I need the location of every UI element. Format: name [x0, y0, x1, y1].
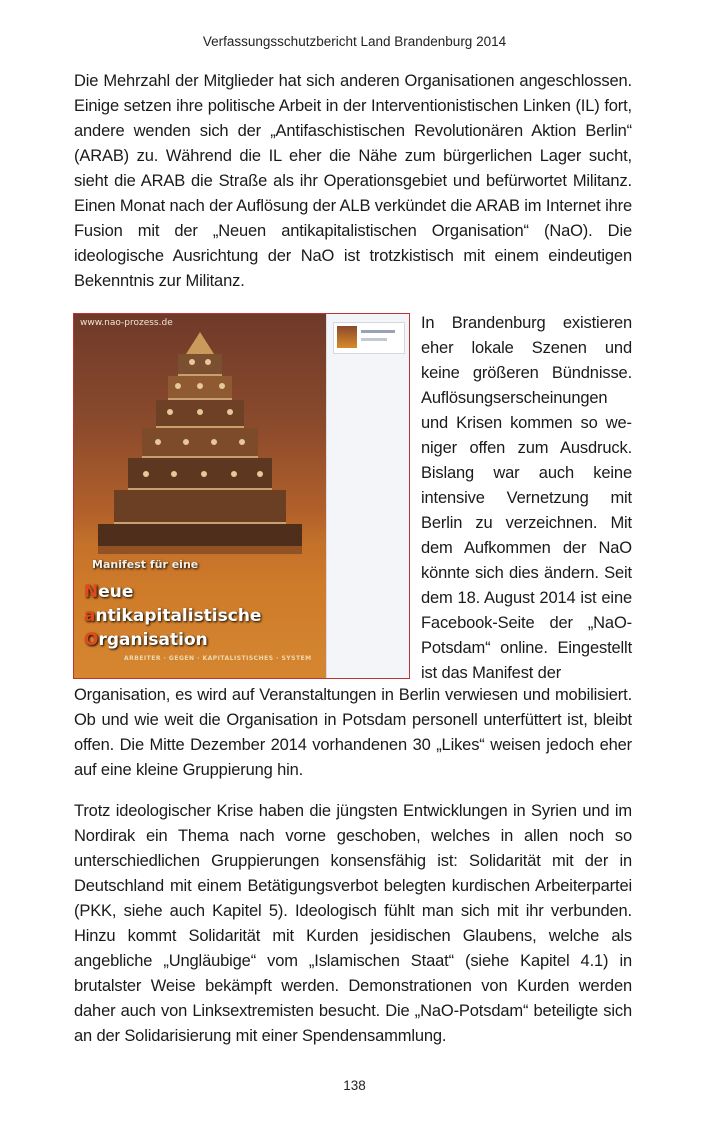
- facebook-text-line: [361, 330, 395, 333]
- poster-manifest-line: Manifest für eine: [92, 558, 199, 571]
- poster-title-initial: a: [84, 606, 96, 626]
- poster-title-line-2: [84, 606, 261, 626]
- running-header: Verfassungsschutzbericht Land Brandenburg 2014: [202, 34, 507, 49]
- nao-manifest-illustration: [73, 313, 410, 679]
- paragraph-1: Die Mehrzahl der Mitglieder hat sich anderen Organisationen angeschlossen. Einige setzen ihre politische Arbeit in der Interventionistischen Linken (IL) fort, andere wenden sich der „Antifaschistischen Revolutionären Aktion Berlin“ (ARAB) zu. Während die IL eher die Nähe zum bürgerlichen Lager sucht, sieht die ARAB die Straße als ihr Operationsgebiet und befürwortet Militanz. Einen Monat nach der Auflösung der ALB verkündet die ARAB im Internet ihre Fusion mit der „Neuen antikapitalistischen Organisation“ (NaO). Die ideologische Ausrichtung der NaO ist trotzkistisch mit einem eindeutigen Bekenntnis zur Militanz.: [74, 72, 632, 290]
- poster-title-line-3: [84, 630, 208, 650]
- poster-title-line-1: [84, 582, 133, 602]
- poster-subtitle: ARBEITER · GEGEN · KAPITALISTISCHES · SYSTEM: [124, 655, 312, 662]
- poster-title-rest: rganisation: [98, 630, 208, 650]
- poster-title-initial: N: [84, 582, 99, 602]
- manifest-poster: [74, 314, 326, 678]
- page-number: 138: [343, 1078, 366, 1093]
- poster-title-rest: eue: [98, 582, 134, 602]
- facebook-text-line: [361, 338, 387, 341]
- poster-title-rest: ntikapitalistische: [95, 606, 262, 626]
- poster-title-initial: O: [84, 630, 99, 650]
- paragraph-3: Trotz ideologischer Krise haben die jüngsten Entwicklungen in Syrien und im Nordirak ein Thema nach vorne geschoben, welches in allen noch so unterschiedlichen Gruppierungen konsensfähig ist: Solidarität mit der in Deutschland mit einem Betätigungsverbot belegten kurdischen Arbeiterpartei (PKK, siehe auch Kapitel 5). Ideologisch fühlt man sich mit ihr verbunden. Hinzu kommt Solidarität mit Kurden jesidischen Glaubens, welche als angebliche „Ungläubige“ vom „Islamischen Staat“ (siehe Kapitel 4.1) in brutalster Weise bekämpft werden. Demonstrationen von Kurden werden daher auch von Linksextremisten besucht. Die „NaO-Potsdam“ beteiligte sich an der Solidarisierung mit einer Spendensammlung.: [74, 802, 632, 1045]
- paragraph-2-continued: Organisation, es wird auf Veranstaltungen in Berlin verwiesen und mobilisiert. Ob und wie weit die Organisation in Potsdam personell unterfüttert ist, bleibt offen. Die Mitte Dezember 2014 vorhandenen 30 „Likes“ weisen jedoch eher auf eine kleine Gruppierung hin.: [74, 686, 632, 779]
- facebook-post-card: [333, 322, 405, 354]
- facebook-page-panel: [326, 314, 410, 678]
- paragraph-2-beside-image: In Brandenburg existieren eher lokale Szenen und keine größeren Bündnisse. Auflösungserscheinungen und Krisen kommen so weniger offen zum Ausdruck. Bislang war auch keine intensive Vernetzung mit Berlin zu verzeichnen. Mit dem Aufkommen der NaO könnte sich dies ändern. Seit dem 18. August 2014 ist eine Facebook-Seite der „NaO-Potsdam“ online. Eingestellt ist das Manifest der: [421, 314, 632, 682]
- poster-url: www.nao-prozess.de: [80, 318, 173, 328]
- facebook-thumbnail: [337, 326, 357, 348]
